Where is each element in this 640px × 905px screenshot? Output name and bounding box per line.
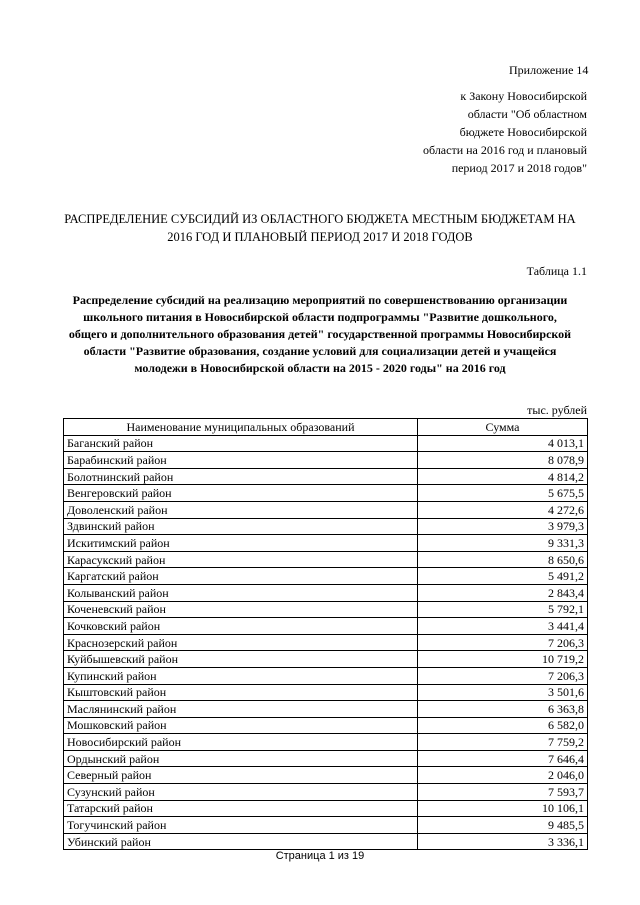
table-row bbox=[64, 833, 588, 850]
row-sum: 8 650,6 bbox=[418, 551, 588, 568]
row-sum: 10 719,2 bbox=[418, 651, 588, 668]
table-row bbox=[64, 750, 588, 767]
page-footer: Страница 1 из 19 bbox=[275, 850, 365, 862]
row-name: Доволенский район bbox=[64, 501, 418, 518]
row-sum: 2 046,0 bbox=[418, 767, 588, 784]
row-sum: 3 979,3 bbox=[418, 518, 588, 535]
row-name: Ордынский район bbox=[64, 750, 418, 767]
law-reference-line: бюджете Новосибирской bbox=[459, 125, 587, 139]
row-sum: 3 336,1 bbox=[418, 833, 588, 850]
table-row bbox=[64, 485, 588, 502]
table-row bbox=[64, 501, 588, 518]
row-name: Новосибирский район bbox=[64, 734, 418, 751]
row-sum: 8 078,9 bbox=[418, 452, 588, 469]
row-name: Краснозерский район bbox=[64, 634, 418, 651]
law-reference-line: период 2017 и 2018 годов" bbox=[451, 161, 587, 175]
units-label: тыс. рублей bbox=[527, 403, 587, 417]
row-sum: 3 501,6 bbox=[418, 684, 588, 701]
row-sum: 9 485,5 bbox=[418, 817, 588, 834]
table-row bbox=[64, 684, 588, 701]
row-name: Здвинский район bbox=[64, 518, 418, 535]
row-name: Коченевский район bbox=[64, 601, 418, 618]
row-sum: 9 331,3 bbox=[418, 535, 588, 552]
table-row bbox=[64, 734, 588, 751]
row-name: Убинский район bbox=[64, 833, 418, 850]
law-reference-line: области "Об областном bbox=[467, 107, 587, 121]
subtitle-line: области "Развитие образования, создание условий для социализации детей и учащейся bbox=[83, 344, 557, 358]
table-number-label: Таблица 1.1 bbox=[526, 264, 587, 278]
annex-label: Приложение 14 bbox=[509, 63, 589, 77]
table-row bbox=[64, 518, 588, 535]
row-name: Татарский район bbox=[64, 800, 418, 817]
row-sum: 4 013,1 bbox=[418, 435, 588, 452]
table-header-row bbox=[64, 419, 588, 436]
row-sum: 7 206,3 bbox=[418, 667, 588, 684]
row-sum: 5 792,1 bbox=[418, 601, 588, 618]
row-name: Баганский район bbox=[64, 435, 418, 452]
table-row bbox=[64, 468, 588, 485]
table-row bbox=[64, 717, 588, 734]
table-row bbox=[64, 800, 588, 817]
table-row bbox=[64, 667, 588, 684]
table-row bbox=[64, 817, 588, 834]
header-sum: Сумма bbox=[418, 419, 588, 436]
row-sum: 7 593,7 bbox=[418, 784, 588, 801]
row-sum: 6 363,8 bbox=[418, 701, 588, 718]
table-row bbox=[64, 784, 588, 801]
table-row bbox=[64, 634, 588, 651]
table-row bbox=[64, 584, 588, 601]
row-sum: 10 106,1 bbox=[418, 800, 588, 817]
table-row bbox=[64, 435, 588, 452]
row-sum: 2 843,4 bbox=[418, 584, 588, 601]
row-name: Каргатский район bbox=[64, 568, 418, 585]
row-sum: 3 441,4 bbox=[418, 618, 588, 635]
table-row bbox=[64, 452, 588, 469]
table-subtitle bbox=[55, 292, 585, 377]
row-name: Кыштовский район bbox=[64, 684, 418, 701]
law-reference-line: к Закону Новосибирской bbox=[460, 89, 587, 103]
row-name: Болотнинский район bbox=[64, 468, 418, 485]
row-name: Тогучинский район bbox=[64, 817, 418, 834]
row-name: Куйбышевский район bbox=[64, 651, 418, 668]
table-row bbox=[64, 551, 588, 568]
subsidy-table bbox=[63, 418, 588, 850]
subtitle-line: Распределение субсидий на реализацию мероприятий по совершенствованию организации bbox=[72, 293, 568, 307]
row-sum: 7 759,2 bbox=[418, 734, 588, 751]
law-reference bbox=[367, 87, 587, 177]
row-name: Кочковский район bbox=[64, 618, 418, 635]
row-name: Северный район bbox=[64, 767, 418, 784]
row-sum: 5 675,5 bbox=[418, 485, 588, 502]
main-title-line: 2016 ГОД И ПЛАНОВЫЙ ПЕРИОД 2017 И 2018 ГОДОВ bbox=[167, 230, 473, 244]
main-title-line: РАСПРЕДЕЛЕНИЕ СУБСИДИЙ ИЗ ОБЛАСТНОГО БЮДЖЕТА МЕСТНЫМ БЮДЖЕТАМ НА bbox=[64, 212, 576, 226]
header-name: Наименование муниципальных образований bbox=[64, 419, 418, 436]
row-name: Карасукский район bbox=[64, 551, 418, 568]
row-sum: 4 272,6 bbox=[418, 501, 588, 518]
row-sum: 7 646,4 bbox=[418, 750, 588, 767]
row-name: Искитимский район bbox=[64, 535, 418, 552]
table-body bbox=[64, 435, 588, 850]
table-row bbox=[64, 568, 588, 585]
subtitle-line: общего и дополнительного образования детей" государственной программы Новосибирской bbox=[68, 327, 572, 341]
row-name: Колыванский район bbox=[64, 584, 418, 601]
row-name: Купинский район bbox=[64, 667, 418, 684]
law-reference-line: области на 2016 год и плановый bbox=[423, 143, 587, 157]
row-name: Сузунский район bbox=[64, 784, 418, 801]
row-name: Мошковский район bbox=[64, 717, 418, 734]
table-row bbox=[64, 767, 588, 784]
row-name: Маслянинский район bbox=[64, 701, 418, 718]
subtitle-line: молодежи в Новосибирской области на 2015 - 2020 годы" на 2016 год bbox=[134, 361, 506, 375]
main-title bbox=[40, 210, 600, 246]
table-row bbox=[64, 535, 588, 552]
subtitle-line: школьного питания в Новосибирской области подпрограммы "Развитие дошкольного, bbox=[83, 310, 557, 324]
row-sum: 5 491,2 bbox=[418, 568, 588, 585]
row-sum: 7 206,3 bbox=[418, 634, 588, 651]
row-sum: 6 582,0 bbox=[418, 717, 588, 734]
table-row bbox=[64, 618, 588, 635]
table-row bbox=[64, 601, 588, 618]
row-sum: 4 814,2 bbox=[418, 468, 588, 485]
row-name: Венгеровский район bbox=[64, 485, 418, 502]
table-row bbox=[64, 701, 588, 718]
row-name: Барабинский район bbox=[64, 452, 418, 469]
table-row bbox=[64, 651, 588, 668]
